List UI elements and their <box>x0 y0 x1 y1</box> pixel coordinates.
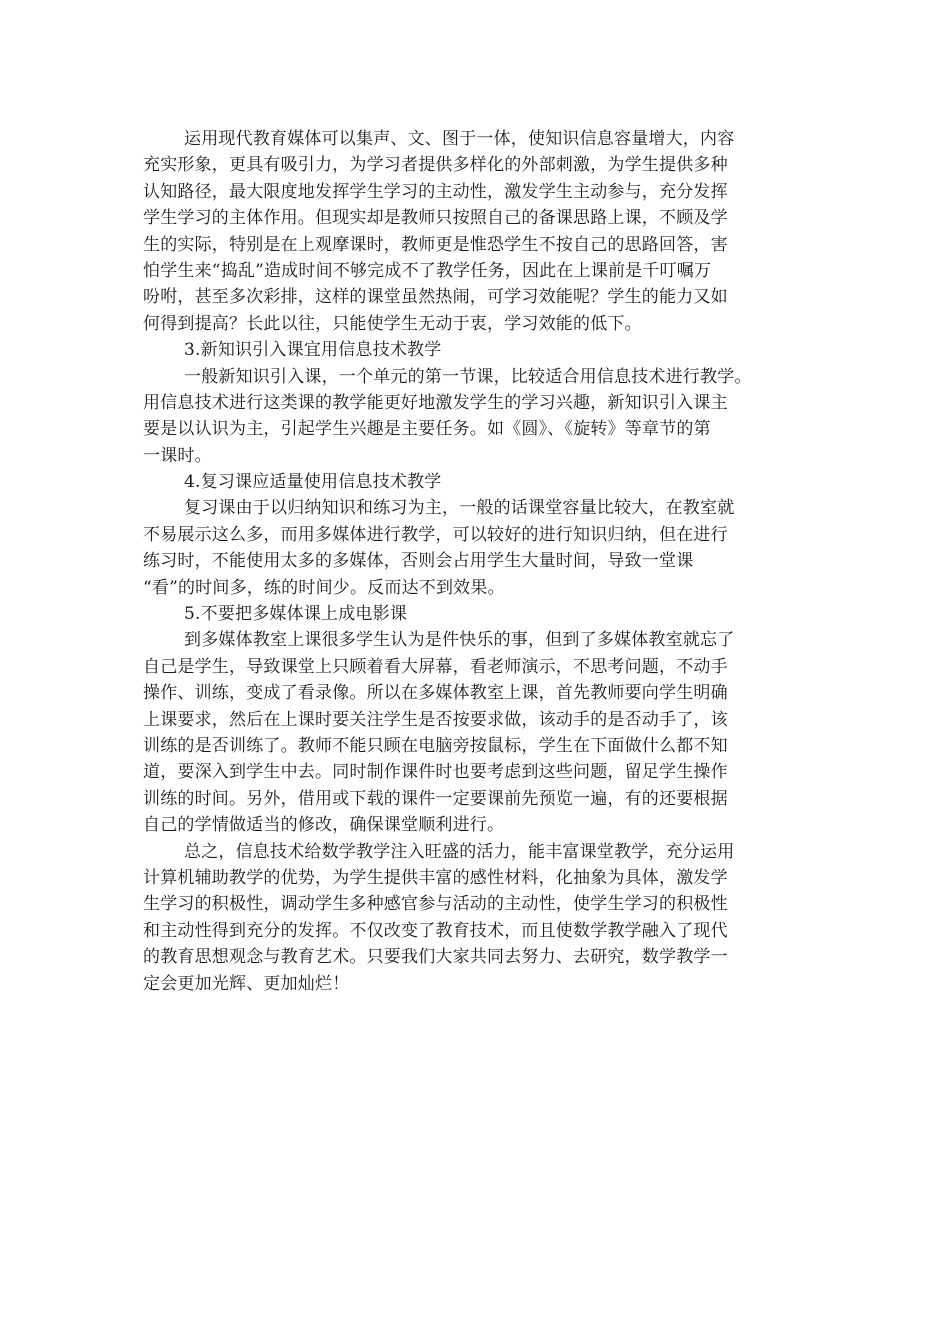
paragraph-line: 认知路径，最大限度地发挥学生学习的主动性，激发学生主动参与，充分发挥 <box>143 181 728 202</box>
section-heading-3: 3.新知识引入课宜用信息技术教学 <box>184 340 442 361</box>
paragraph-line: 练习时，不能使用太多的多媒体，否则会占用学生大量时间，导致一堂课 <box>143 551 694 572</box>
paragraph-line: 一般新知识引入课，一个单元的第一节课，比较适合用信息技术进行教学。 <box>184 366 752 387</box>
paragraph-line: 自己是学生，导致课堂上只顾着看大屏幕，看老师演示，不思考问题，不动手 <box>143 656 728 677</box>
paragraph-line: 的教育思想观念与教育艺术。只要我们大家共同去努力、去研究，数学教学一 <box>143 947 728 968</box>
paragraph-line: 总之，信息技术给数学教学注入旺盛的活力，能丰富课堂教学，充分运用 <box>184 841 735 862</box>
document-body <box>143 126 808 997</box>
paragraph-line: 上课要求，然后在上课时要关注学生是否按要求做，该动手的是否动手了，该 <box>143 709 728 730</box>
paragraph-line: 运用现代教育媒体可以集声、文、图于一体，使知识信息容量增大，内容 <box>184 129 735 149</box>
paragraph-line: 充实形象，更具有吸引力，为学习者提供多样化的外部刺激，为学生提供多种 <box>143 155 728 176</box>
paragraph-line: 计算机辅助教学的优势，为学生提供丰富的感性材料，化抽象为具体，激发学 <box>143 867 728 888</box>
section-heading-5: 5.不要把多媒体课上成电影课 <box>184 604 408 625</box>
paragraph-review-class <box>143 495 808 601</box>
paragraph-line: 自己的学情做适当的修改，确保课堂顺利进行。 <box>143 815 505 836</box>
paragraph-line: 不易展示这么多，而用多媒体进行教学，可以较好的进行知识归纳，但在进行 <box>143 524 728 545</box>
paragraph-line: 吩咐，甚至多次彩排，这样的课堂虽然热闹，可学习效能呢？学生的能力又如 <box>143 287 728 308</box>
paragraph-new-knowledge <box>143 364 808 470</box>
paragraph-not-movie-class <box>143 627 808 838</box>
paragraph-line: 一课时。 <box>143 445 212 466</box>
paragraph-line: 生学习的积极性，调动学生多种感官参与活动的主动性，使学生学习的积极性 <box>143 894 728 915</box>
paragraph-line: 训练的时间。另外，借用或下载的课件一定要课前先预览一遍，有的还要根据 <box>143 788 728 809</box>
paragraph-line: 要是以认识为主，引起学生兴趣是主要任务。如《圆》、《旋转》等章节的第 <box>143 419 711 440</box>
paragraph-conclusion <box>143 839 808 997</box>
paragraph-line: 生的实际，特别是在上观摩课时，教师更是惟恐学生不按自己的思路回答，害 <box>143 234 728 255</box>
paragraph-line: 和主动性得到充分的发挥。不仅改变了教育技术，而且使数学教学融入了现代 <box>143 920 728 941</box>
section-heading-4: 4.复习课应适量使用信息技术教学 <box>184 472 442 493</box>
paragraph-line: 道，要深入到学生中去。同时制作课件时也要考虑到这些问题，留足学生操作 <box>143 762 728 783</box>
paragraph-media-advantages <box>143 126 808 337</box>
paragraph-line: 复习课由于以归纳知识和练习为主，一般的话课堂容量比较大，在教室就 <box>184 498 735 519</box>
paragraph-line: 学生学习的主体作用。但现实却是教师只按照自己的备课思路上课，不顾及学 <box>143 208 728 229</box>
paragraph-line: “看”的时间多，练的时间少。反而达不到效果。 <box>143 577 505 598</box>
paragraph-line: 何得到提高？长此以往，只能使学生无动于衷，学习效能的低下。 <box>143 313 642 334</box>
paragraph-line: 训练的是否训练了。教师不能只顾在电脑旁按鼠标，学生在下面做什么都不知 <box>143 735 728 756</box>
paragraph-line: 定会更加光辉、更加灿烂！ <box>143 973 350 994</box>
paragraph-line: 操作、训练，变成了看录像。所以在多媒体教室上课，首先教师要向学生明确 <box>143 683 728 704</box>
paragraph-line: 怕学生来“捣乱”造成时间不够完成不了教学任务，因此在上课前是千叮嘱万 <box>143 260 712 281</box>
paragraph-line: 到多媒体教室上课很多学生认为是件快乐的事，但到了多媒体教室就忘了 <box>184 630 735 651</box>
paragraph-line: 用信息技术进行这类课的教学能更好地激发学生的学习兴趣，新知识引入课主 <box>143 392 728 413</box>
